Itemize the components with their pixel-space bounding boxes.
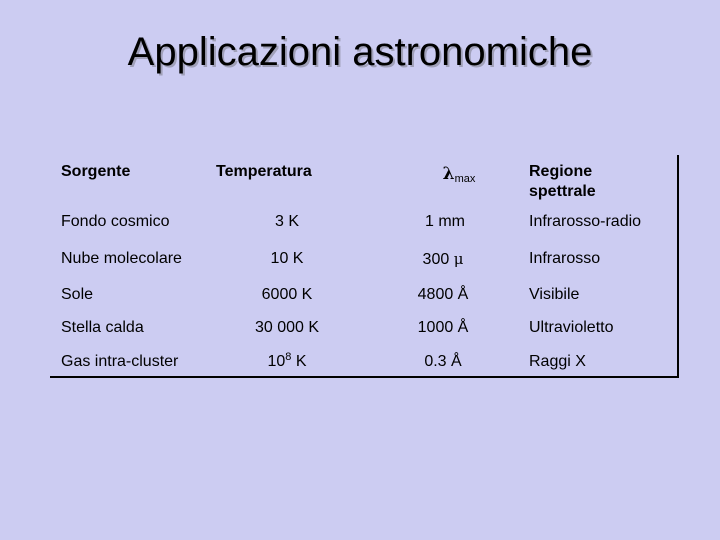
row-4-source: Stella calda — [61, 319, 144, 336]
row-4-temperature: 30 000 K — [254, 319, 320, 336]
header-temperature: Temperatura — [216, 163, 312, 180]
row-2-lambda — [423, 249, 464, 270]
row-3-temperature: 6000 K — [261, 286, 313, 303]
row-1-region: Infrarosso-radio — [529, 213, 642, 230]
row-5-temperature — [267, 352, 306, 372]
row-5-temperature-base: 10 — [267, 353, 286, 370]
row-4-region: Ultravioletto — [529, 319, 614, 336]
header-region: Regione spettrale — [529, 163, 596, 200]
row-1-lambda: 1 mm — [425, 213, 465, 230]
lambda-subscript: max — [454, 173, 476, 185]
header-lambda-max — [443, 164, 476, 189]
row-5-source: Gas intra-cluster — [61, 353, 179, 370]
row-2-lambda-value: 300 — [422, 251, 450, 268]
row-5-temperature-exponent: 8 — [285, 351, 292, 363]
header-source: Sorgente — [61, 163, 131, 180]
row-2-region: Infrarosso — [529, 250, 601, 267]
row-4-lambda: 1000 Å — [417, 319, 469, 336]
micron-symbol: μ — [453, 250, 464, 268]
row-5-region: Raggi X — [529, 353, 586, 370]
row-1-temperature: 3 K — [274, 213, 300, 230]
row-2-source: Nube molecolare — [61, 250, 182, 267]
row-5-lambda: 0.3 Å — [424, 353, 462, 370]
row-3-lambda: 4800 Å — [417, 286, 469, 303]
row-5-temperature-unit: K — [295, 353, 307, 370]
lambda-symbol: λ — [442, 164, 455, 184]
slide-title: Applicazioni astronomiche — [127, 30, 593, 74]
row-3-source: Sole — [61, 286, 94, 303]
row-2-temperature: 10 K — [270, 250, 304, 267]
row-1-source: Fondo cosmico — [61, 213, 170, 230]
row-3-region: Visibile — [529, 286, 580, 303]
